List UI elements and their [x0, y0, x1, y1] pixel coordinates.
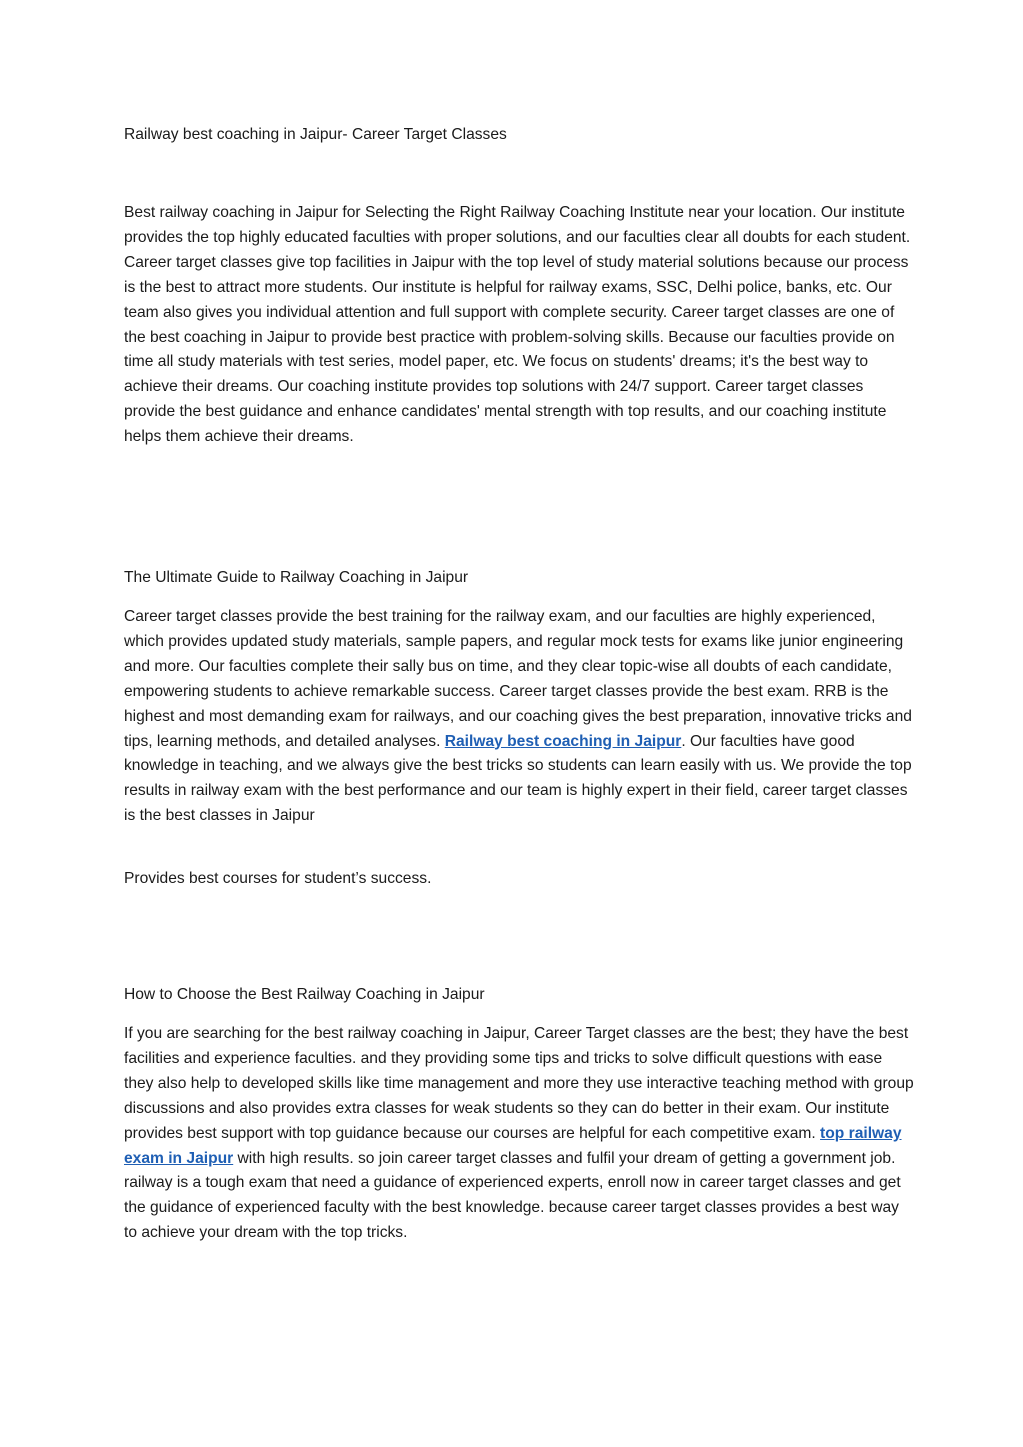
closing-line: Provides best courses for student’s success.	[124, 870, 432, 887]
paragraph-text-before-link: Career target classes provide the best training for the railway exam, and our faculties are highly experienced, which provides updated study materials, sample papers, and regular mock tests for exams like junior engineering and more. Our faculties complete their sally bus on time, and they clear topic-wise all doubts of each candidate, empowering students to achieve remarkable success. Career target classes provide the best exam. RRB is the highest and most demanding exam for railways, and our coaching gives the best preparation, innovative tricks and tips, learning methods, and detailed analyses.	[124, 608, 912, 750]
paragraph-text-before-link: If you are searching for the best railway coaching in Jaipur, Career Target classes are the best; they have the best facilities and experience faculties. and they providing some tips and tricks to solve difficult questions with ease they also help to developed skills like time management and more they use interactive teaching method with group discussions and also provides extra classes for weak students so they can do better in their exam. Our institute provides best support with top guidance because our courses are helpful for each competitive exam.	[124, 1025, 914, 1142]
section-heading-how-to-choose: How to Choose the Best Railway Coaching in Jaipur	[124, 986, 485, 1003]
document-page	[124, 0, 914, 1447]
top-railway-exam-link[interactable]: top railway exam in Jaipur	[124, 1124, 902, 1167]
railway-best-coaching-link[interactable]: Railway best coaching in Jaipur	[444, 732, 682, 750]
intro-paragraph: Best railway coaching in Jaipur for Selecting the Right Railway Coaching Institute near your location. Our institute provides the top highly educated faculties with proper solutions, and our faculties clear all doubts for each student. Career target classes give top facilities in Jaipur with the top level of study material solutions because our process is the best to attract more students. Our institute is helpful for railway exams, SSC, Delhi police, banks, etc. Our team also gives you individual attention and full support with complete security. Career target classes are one of the best coaching in Jaipur to provide best practice with problem-solving skills. Because our faculties provide on time all study materials with test series, model paper, etc. We focus on students' dreams; it's the best way to achieve their dreams. Our coaching institute provides top solutions with 24/7 support. Career target classes provide the best guidance and enhance candidates' mental strength with top results, and our coaching institute helps them achieve their dreams.	[124, 204, 911, 446]
section-heading-ultimate-guide: The Ultimate Guide to Railway Coaching in Jaipur	[124, 569, 469, 586]
paragraph-text-after-link: . Our faculties have good knowledge in teaching, and we always give the best tricks so students can learn easily with us. We provide the top results in railway exam with the best performance and our team is highly expert in their field, career target classes is the best classes in Jaipur	[124, 732, 912, 825]
section-paragraph-how-to-choose	[124, 1022, 914, 1246]
section-paragraph-ultimate-guide	[124, 605, 914, 829]
paragraph-text-after-link: with high results. so join career target classes and fulfil your dream of getting a government job. railway is a tough exam that need a guidance of experienced experts, enroll now in career target classes and get the guidance of experienced faculty with the best knowledge. because career target classes provides a best way to achieve your dream with the top tricks.	[124, 1149, 901, 1242]
document-title: Railway best coaching in Jaipur- Career Target Classes	[124, 126, 507, 143]
